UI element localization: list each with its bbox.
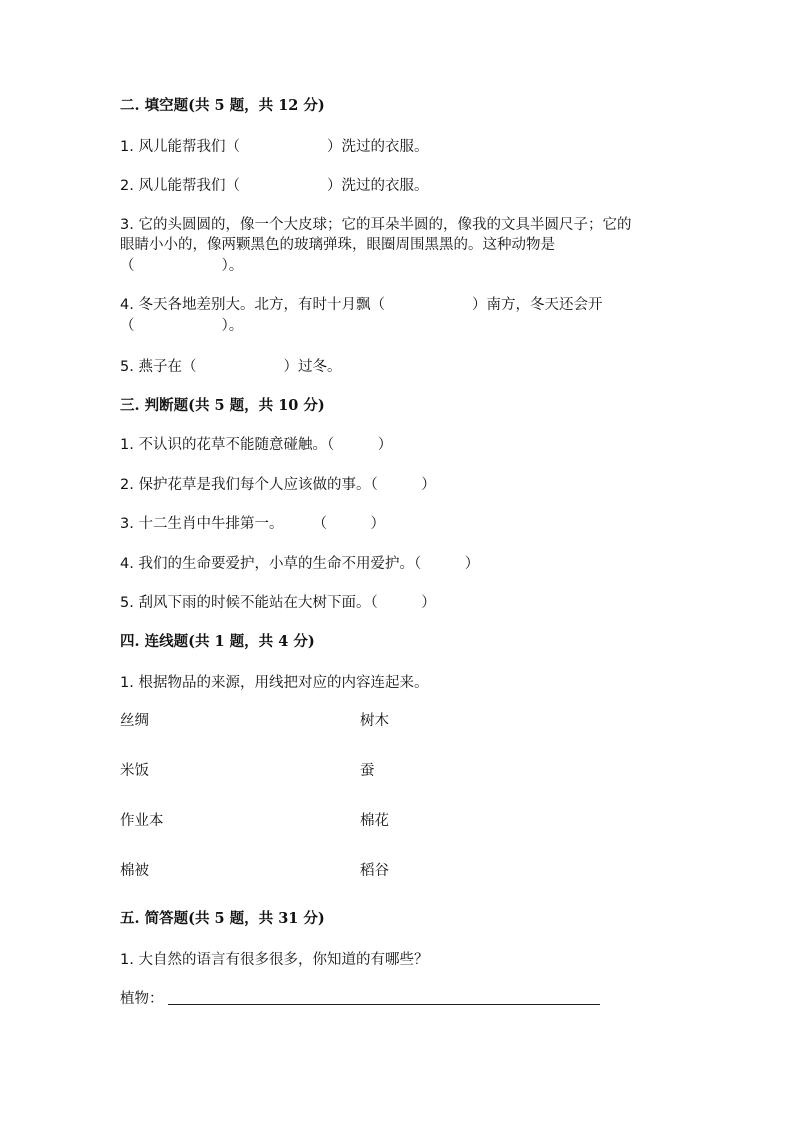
match-left-item: 作业本: [120, 813, 164, 829]
question-text: 眼睛小小的，像两颗黑色的玻璃弹珠，眼圈周围黑黑的。这种动物是: [120, 237, 555, 253]
question-text: （ ）。: [120, 318, 244, 334]
question-text: 4. 冬天各地差别大。北方，有时十月飘（ ）南方，冬天还会开: [120, 297, 603, 313]
question-text: 2. 保护花草是我们每个人应该做的事。（ ）: [120, 477, 436, 493]
section-heading-short-answer: 五. 简答题(共 5 题，共 31 分): [120, 910, 325, 927]
section-heading-fill-in: 二. 填空题(共 5 题，共 12 分): [120, 97, 325, 114]
section-heading-true-false: 三. 判断题(共 5 题，共 10 分): [120, 397, 325, 414]
match-left-item: 丝绸: [120, 713, 149, 729]
question-text: 5. 刮风下雨的时候不能站在大树下面。（ ）: [120, 595, 436, 611]
question-text: 3. 它的头圆圆的，像一个大皮球；它的耳朵半圆的，像我的文具半圆尺子；它的: [120, 217, 632, 233]
match-right-item: 树木: [360, 713, 389, 729]
match-left-item: 米饭: [120, 763, 149, 779]
answer-label: 植物：: [120, 991, 164, 1007]
question-text: 5. 燕子在（ ）过冬。: [120, 359, 342, 375]
question-text: 3. 十二生肖中牛排第一。 （ ）: [120, 516, 385, 532]
match-right-item: 蚕: [360, 763, 375, 779]
question-text: （ ）。: [120, 258, 244, 274]
match-right-item: 稻谷: [360, 863, 389, 879]
question-text: 4. 我们的生命要爱护，小草的生命不用爱护。（ ）: [120, 556, 480, 572]
answer-line[interactable]: [168, 1004, 600, 1005]
section-heading-matching: 四. 连线题(共 1 题，共 4 分): [120, 633, 315, 650]
match-right-item: 棉花: [360, 813, 389, 829]
question-text: 1. 根据物品的来源，用线把对应的内容连起来。: [120, 675, 429, 691]
match-left-item: 棉被: [120, 863, 149, 879]
question-text: 1. 风儿能帮我们（ ）洗过的衣服。: [120, 139, 429, 155]
question-text: 1. 大自然的语言有很多很多，你知道的有哪些？: [120, 952, 429, 968]
question-text: 1. 不认识的花草不能随意碰触。（ ）: [120, 437, 393, 453]
question-text: 2. 风儿能帮我们（ ）洗过的衣服。: [120, 178, 429, 194]
